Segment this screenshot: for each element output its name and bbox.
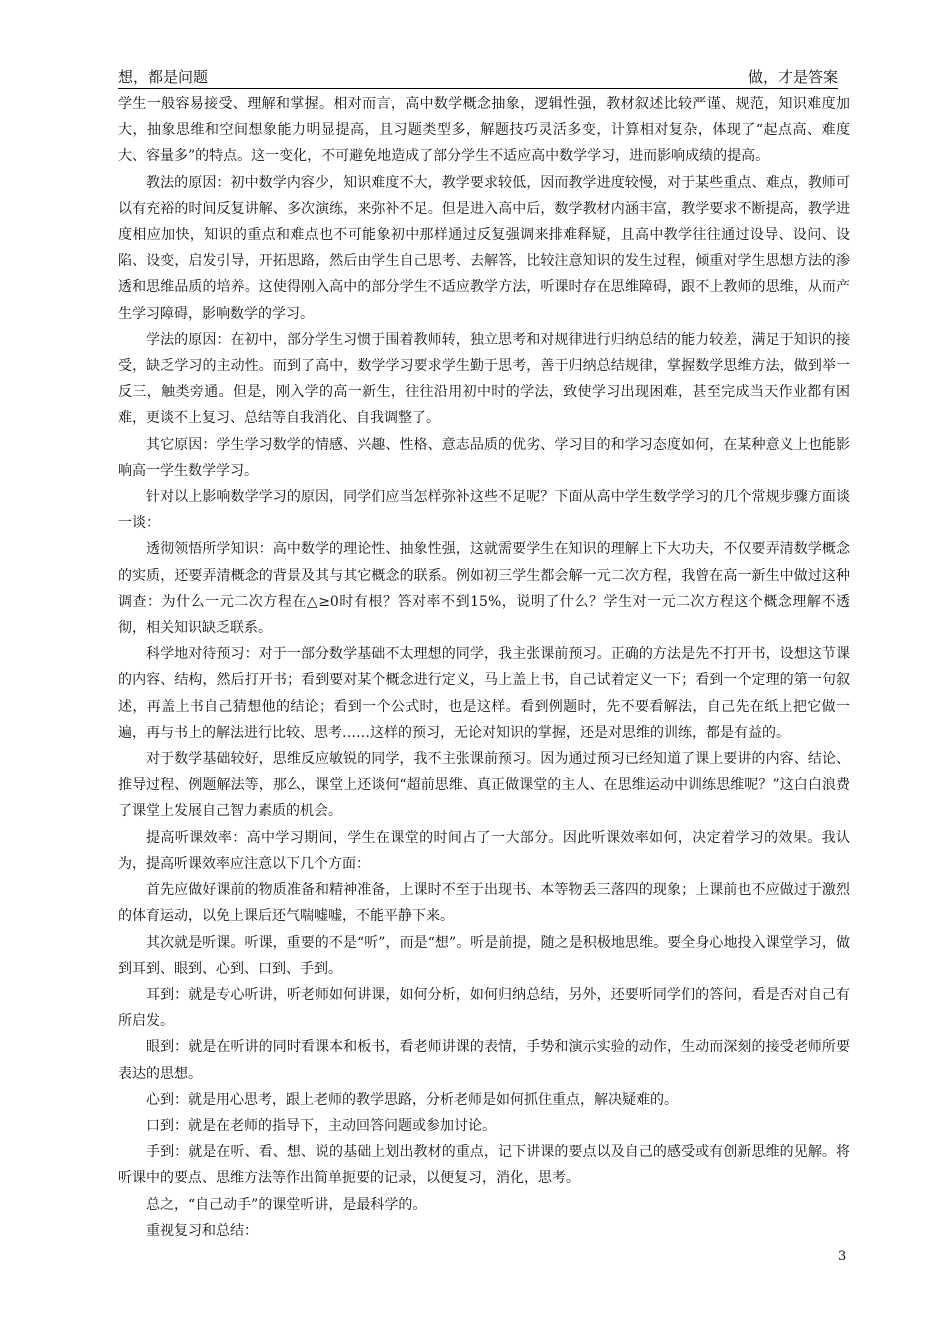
paragraph: 眼到：就是在听讲的同时看课本和板书，看老师讲课的表情，手势和演示实验的动作，生动而深刻的接受老师所要表达的思想。 [118,1039,850,1082]
page-header [118,66,838,89]
paragraph: 学法的原因：在初中，部分学生习惯于围着教师转，独立思考和对规律进行归纳总结的能力较差，满足于知识的接受，缺乏学习的主动性。而到了高中，数学学习要求学生勤于思考，善于归纳总结规律，掌握数学思维方法，做到举一反三，触类旁通。但是，刚入学的高一新生，往往沿用初中时的学法，致使学习出现困难，甚至完成当天作业都有困难，更谈不上复习、总结等自我消化、自我调整了。 [118,331,850,427]
document-body [118,91,850,1244]
paragraph: 耳到：就是专心听讲，听老师如何讲课，如何分析，如何归纳总结，另外，还要听同学们的答问，看是否对自己有所启发。 [118,986,850,1030]
header-right-motto: 做，才是答案 [747,68,838,86]
paragraph: 提高听课效率：高中学习期间，学生在课堂的时间占了一大部分。因此听课效率如何，决定着学习的效果。我认为，提高听课效率应注意以下几个方面： [118,829,850,872]
paragraph: 针对以上影响数学学习的原因，同学们应当怎样弥补这些不足呢？下面从高中学生数学学习的几个常规步骤方面谈一谈： [118,489,850,532]
paragraph: 透彻领悟所学知识：高中数学的理论性、抽象性强，这就需要学生在知识的理解上下大功夫，不仅要弄清数学概念的实质，还要弄清概念的背景及其与其它概念的联系。例如初三学生都会解一元二次方程，我曾在高一新生中做过这种调查：为什么一元二次方程在△≥0时有根？答对率不到15%，说明了什么？学生对一元二次方程这个概念理解不透彻，相关知识缺乏联系。 [118,541,850,637]
header-left-motto: 想，都是问题 [118,68,209,86]
page-number: 3 [838,1249,847,1264]
paragraph: 其次就是听课。听课，重要的不是“听”，而是“想”。听是前提，随之是积极地思维。要全身心地投入课堂学习，做到耳到、眼到、心到、口到、手到。 [118,934,850,977]
paragraph: 重视复习和总结： [146,1222,258,1239]
paragraph: 其它原因：学生学习数学的情感、兴趣、性格、意志品质的优劣、学习目的和学习态度如何，在某种意义上也能影响高一学生数学学习。 [118,436,850,479]
paragraph: 手到：就是在听、看、想、说的基础上划出教材的重点，记下讲课的要点以及自己的感受或有创新思维的见解。将听课中的要点、思维方法等作出简单扼要的记录，以便复习，消化，思考。 [118,1144,850,1187]
paragraph: 学生一般容易接受、理解和掌握。相对而言，高中数学概念抽象，逻辑性强，教材叙述比较严谨、规范，知识难度加大，抽象思维和空间想象能力明显提高，且习题类型多，解题技巧灵活多变，计算相对复杂，体现了“起点高、难度大、容量多”的特点。这一变化，不可避免地造成了部分学生不适应高中数学学习，进而影响成绩的提高。 [118,96,850,165]
paragraph: 科学地对待预习：对于一部分数学基础不太理想的同学，我主张课前预习。正确的方法是先不打开书，设想这节课的内容、结构，然后打开书；看到要对某个概念进行定义，马上盖上书，自己试着定义一下；看到一个定理的第一句叙述，再盖上书自己猜想他的结论；看到一个公式时，也是这样。看到例题时，先不要看解法，自己先在纸上把它做一遍，再与书上的解法进行比较、思考……这样的预习，无论对知识的掌握，还是对思维的训练，都是有益的。 [118,646,850,741]
paragraph: 教法的原因：初中数学内容少，知识难度不大，教学要求较低，因而教学进度较慢，对于某些重点、难点，教师可以有充裕的时间反复讲解、多次演练，来弥补不足。但是进入高中后，数学教材内涵丰富，教学要求不断提高，教学进度相应加快，知识的重点和难点也不可能象初中那样通过反复强调来排难释疑，且高中教学往往通过设导、设问、设陷、设变，启发引导，开拓思路，然后由学生自己思考、去解答，比较注意知识的发生过程，倾重对学生思想方法的渗透和思维品质的培养。这使得刚入高中的部分学生不适应教学方法，听课时存在思维障碍，跟不上教师的思维，从而产生学习障碍，影响数学的学习。 [118,174,850,322]
paragraph: 总之，“自己动手”的课堂听讲，是最科学的。 [146,1196,427,1213]
paragraph: 首先应做好课前的物质准备和精神准备，上课时不至于出现书、本等物丢三落四的现象；上课前也不应做过于激烈的体育运动，以免上课后还气喘嘘嘘，不能平静下来。 [118,882,850,925]
paragraph: 口到：就是在老师的指导下，主动回答问题或参加讨论。 [146,1117,496,1134]
paragraph: 对于数学基础较好，思维反应敏锐的同学，我不主张课前预习。因为通过预习已经知道了课上要讲的内容、结论、推导过程、例题解法等，那么，课堂上还谈何“超前思维、真正做课堂的主人、在思维运动中训练思维呢？”这白白浪费了课堂上发展自己智力素质的机会。 [118,751,850,820]
paragraph: 心到：就是用心思考，跟上老师的教学思路，分析老师是如何抓住重点，解决疑难的。 [146,1091,678,1108]
